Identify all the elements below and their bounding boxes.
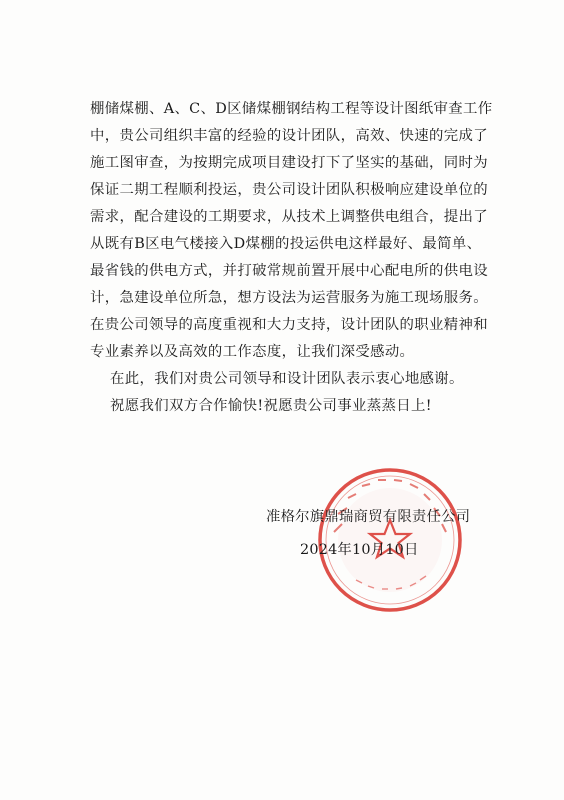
paragraph-line: 从既有B区电气楼接入D煤棚的投运供电这样最好、最简单、 (90, 236, 482, 252)
paragraph-line: 保证二期工程顺利投运，贵公司设计团队积极响应建设单位的 (90, 182, 488, 198)
company-name: 准格尔旗鼎瑞商贸有限责任公司 (266, 509, 471, 525)
paragraph-line: 棚储煤棚、A、C、D区储煤棚钢结构工程等设计图纸审查工作 (90, 101, 493, 117)
paragraph-line: 专业素养以及高效的工作态度，让我们深受感动。 (90, 344, 415, 360)
paragraph-line: 施工图审查，为按期完成项目建设打下了坚实的基础，同时为 (90, 155, 488, 171)
paragraph-line: 最省钱的供电方式，并打破常规前置开展中心配电所的供电设 (90, 263, 488, 279)
letter-body (90, 96, 494, 420)
signature-date: 2024年10月10日 (300, 542, 419, 558)
wishes-line: 祝愿我们双方合作愉快!祝愿贵公司事业蒸蒸日上! (110, 398, 432, 414)
thanks-line: 在此，我们对贵公司领导和设计团队表示衷心地感谢。 (110, 371, 464, 387)
paragraph-line: 需求，配合建设的工期要求，从技术上调整供电组合，提出了 (90, 209, 488, 225)
paragraph-line: 计，急建设单位所急，想方设法为运营服务为施工现场服务。 (90, 290, 488, 306)
paragraph-line: 中，贵公司组织丰富的经验的设计团队，高效、快速的完成了 (90, 128, 488, 144)
paragraph-line: 在贵公司领导的高度重视和大力支持，设计团队的职业精神和 (90, 317, 488, 333)
